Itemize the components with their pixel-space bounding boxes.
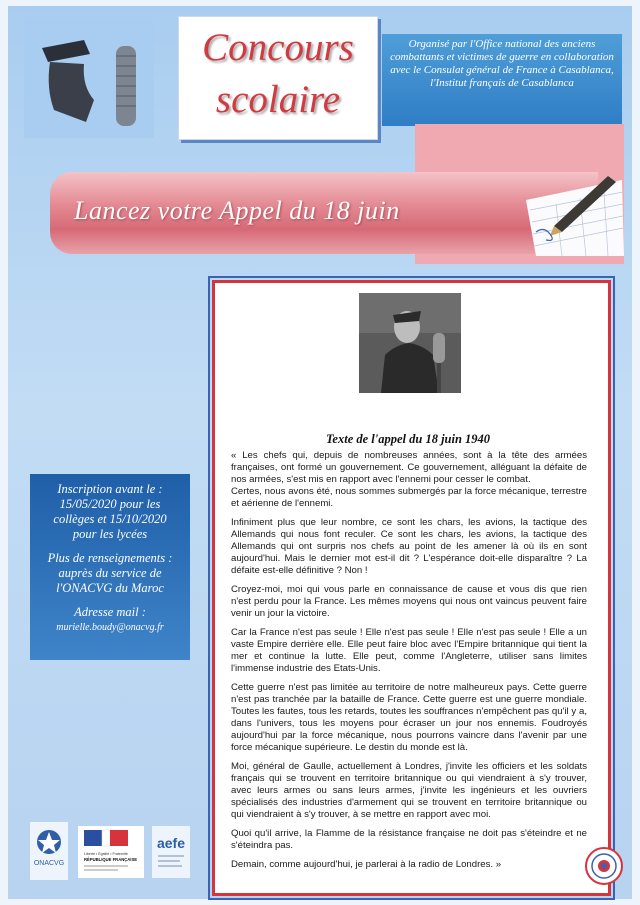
- republique-francaise-logo: [78, 826, 144, 878]
- appeal-paragraph: Cette guerre n'est pas limitée au territoire de notre malheureux pays. Cette guerre n'est pas tranchée par la bataille de France. Cette guerre est une guerre mondiale. Toutes les fautes, tous les retards, toutes les souffrances n'empêchent pas qu'il y a, dans l'univers, tous les moyens pour écraser un jour nos ennemis. Foudroyés aujourd'hui par la force mécanique, nous pourrons vaincre dans l'avenir par une force mécanique supérieure. Le destin du monde est là.: [231, 682, 587, 753]
- rf-name: RÉPUBLIQUE FRANÇAISE: [84, 857, 138, 862]
- contact-line: l'ONACVG du Maroc: [56, 581, 164, 595]
- title-box: [178, 16, 378, 140]
- mail-label: Adresse mail :: [74, 605, 146, 619]
- appeal-paragraph: Certes, nous avons été, nous sommes submergés par la force mécanique, terrestre et aérienne de l'ennemi.: [231, 486, 587, 509]
- banner-title: Lancez votre Appel du 18 juin: [74, 196, 400, 225]
- appeal-paragraph: Car la France n'est pas seule ! Elle n'est pas seule ! Elle n'est pas seule ! Elle a un vaste Empire derrière elle. Elle peut faire bloc avec l'Empire britannique qui tient la mer et continue la lutte. Elle peut, comme l'Angleterre, utiliser sans limites l'immense industrie des Etats-Unis.: [231, 627, 587, 674]
- onacvg-logo-text: ONACVG: [33, 860, 65, 867]
- appeal-heading: Texte de l'appel du 18 juin 1940: [325, 432, 491, 446]
- appeal-paragraph: Moi, général de Gaulle, actuellement à Londres, j'invite les officiers et les soldats français qui se trouvent en territoire britannique ou qui viendraient à s'y trouver, avec leurs armes ou sans leurs armes, j'invite les ingénieurs et les ouvriers spécialisés des industries d'armement qui se trouvent en territoire britannique ou qui viendraient à s'y trouver, à se mettre en rapport avec moi.: [231, 761, 587, 820]
- partner-logos: [30, 822, 190, 888]
- aefe-logo-text: aefe: [156, 835, 186, 851]
- deadline-line: pour les lycées: [72, 527, 148, 541]
- appeal-text: [231, 450, 587, 878]
- soldier-silhouette-image: [24, 18, 154, 138]
- appeal-paragraph: Quoi qu'il arrive, la Flamme de la résistance française ne doit pas s'éteindre et ne s'éteindra pas.: [231, 828, 587, 851]
- contact-line: Plus de renseignements :: [47, 551, 173, 565]
- de-gaulle-photo: [359, 293, 461, 393]
- deadline-line: Inscription avant le :: [57, 482, 163, 496]
- mail-link[interactable]: murielle.boudy@onacvg.fr: [56, 622, 164, 633]
- contact-line: auprès du service de: [58, 566, 162, 580]
- rf-motto: Liberté • Égalité • Fraternité: [84, 852, 128, 856]
- onacvg-logo: [30, 822, 68, 880]
- organizer-text: Organisé par l'Office national des anciens combattants et victimes de guerre en collaboration avec le Consulat général de France à Casablanca, l'Institut français de Casablanca: [382, 34, 622, 126]
- consulate-seal-icon: [584, 846, 624, 886]
- pen-and-paper-icon: [496, 170, 626, 258]
- appeal-paragraph: Croyez-moi, moi qui vous parle en connaissance de cause et vous dis que rien n'est perdu pour la France. Les mêmes moyens qui nous ont vaincus peuvent faire venir un jour la victoire.: [231, 584, 587, 619]
- appeal-paragraph: « Les chefs qui, depuis de nombreuses années, sont à la tête des armées françaises, ont formé un gouvernement. Ce gouvernement, alléguant la défaite de nos armées, s'est mis en rapport avec l'ennemi pour cesser le combat.: [231, 450, 587, 485]
- appeal-paragraph: Demain, comme aujourd'hui, je parlerai à la radio de Londres. »: [231, 859, 502, 870]
- title-line-2: scolaire: [215, 78, 341, 121]
- aefe-logo: [152, 826, 190, 878]
- appeal-paragraph: Infiniment plus que leur nombre, ce sont les chars, les avions, la tactique des Allemands qui nous font reculer. Ce sont les chars, les avions, la tactique des Allemands qui ont surpris nos chefs au point de les amener là où ils en sont aujourd'hui. Mais le dernier mot est-il dit ? L'espérance doit-elle disparaître ? La défaite est-elle définitive ? Non !: [231, 517, 587, 576]
- title-line-1: Concours: [202, 26, 354, 69]
- deadline-line: collèges et 15/10/2020: [53, 512, 167, 526]
- deadline-line: 15/05/2020 pour les: [59, 497, 161, 511]
- info-box: [30, 474, 190, 660]
